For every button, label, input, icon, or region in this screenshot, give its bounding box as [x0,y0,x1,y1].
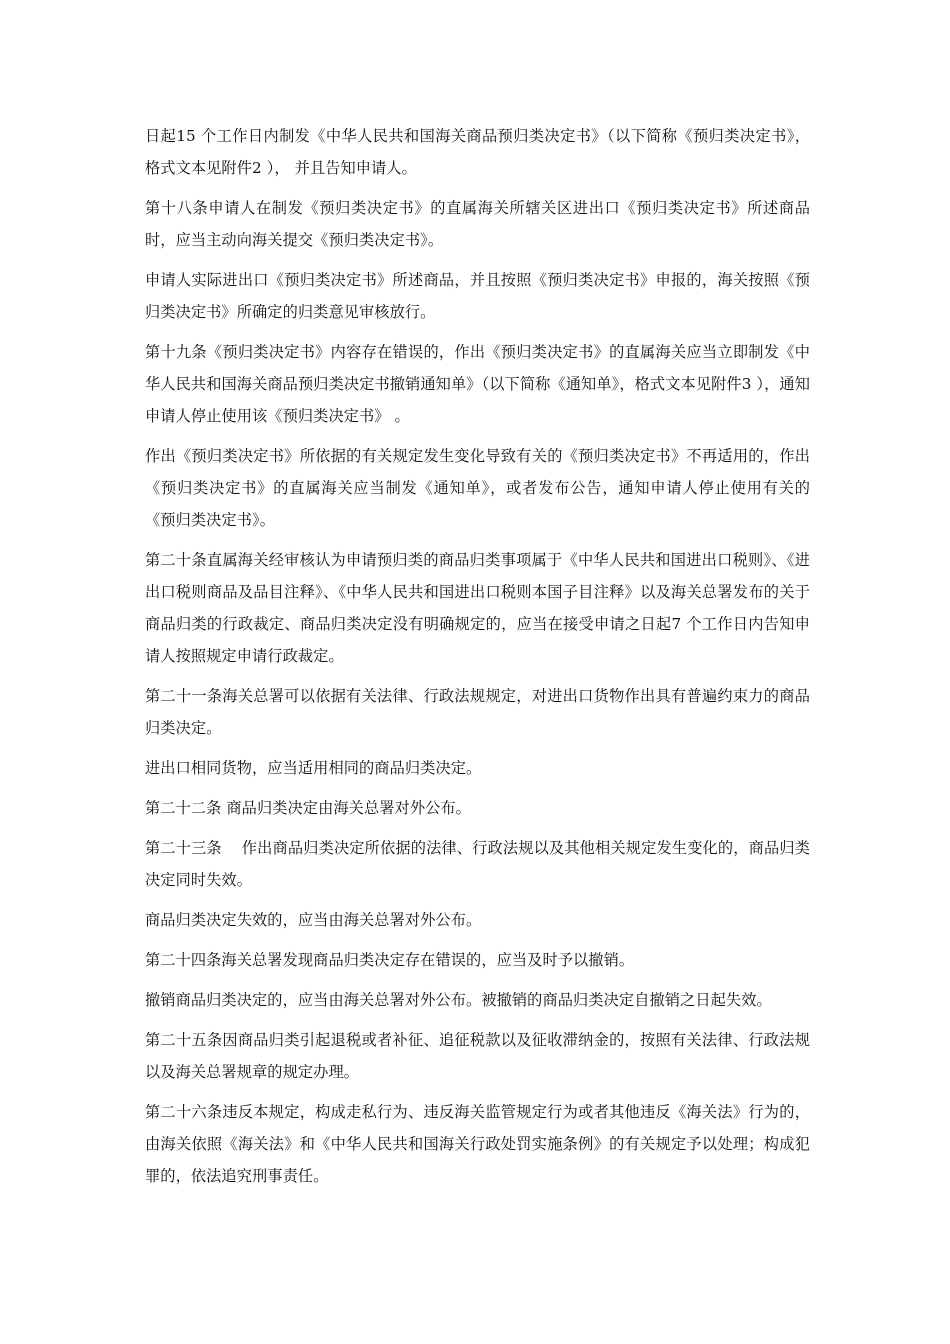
paragraph-article-19: 第十九条《预归类决定书》内容存在错误的，作出《预归类决定书》的直属海关应当立即制发《中华人民共和国海关商品预归类决定书撤销通知单》（以下简称《通知单》，格式文本见附件3 ），通知申请人停止使用该《预归类决定书》 。 [145,343,810,425]
paragraph-article-18: 第十八条申请人在制发《预归类决定书》的直属海关所辖关区进出口《预归类决定书》所述商品时，应当主动向海关提交《预归类决定书》。 [145,199,810,249]
paragraph-8: 进出口相同货物，应当适用相同的商品归类决定。 [145,759,482,777]
paragraph-1: 日起15 个工作日内制发《中华人民共和国海关商品预归类决定书》（以下简称《预归类决定书》，格式文本见附件2 ）， 并且告知申请人。 [145,127,810,177]
paragraph-article-20: 第二十条直属海关经审核认为申请预归类的商品归类事项属于《中华人民共和国进出口税则》、《进出口税则商品及品目注释》、《中华人民共和国进出口税则本国子目注释》以及海关总署发布的关于商品归类的行政裁定、商品归类决定没有明确规定的，应当在接受申请之日起7 个工作日内告知申请人按照规定申请行政裁定。 [145,551,810,665]
paragraph-article-26: 第二十六条违反本规定，构成走私行为、违反海关监管规定行为或者其他违反《海关法》行为的，由海关依照《海关法》和《中华人民共和国海关行政处罚实施条例》的有关规定予以处理；构成犯罪的，依法追究刑事责任。 [145,1103,810,1185]
paragraph-11: 商品归类决定失效的，应当由海关总署对外公布。 [145,911,482,929]
paragraph-5: 作出《预归类决定书》所依据的有关规定发生变化导致有关的《预归类决定书》不再适用的，作出《预归类决定书》的直属海关应当制发《通知单》，或者发布公告，通知申请人停止使用有关的《预归类决定书》。 [145,447,810,529]
paragraph-article-24: 第二十四条海关总署发现商品归类决定存在错误的，应当及时予以撤销。 [145,951,635,969]
paragraph-article-21: 第二十一条海关总署可以依据有关法律、行政法规规定，对进出口货物作出具有普遍约束力的商品归类决定。 [145,687,810,737]
paragraph-article-23: 第二十三条 作出商品归类决定所依据的法律、行政法规以及其他相关规定发生变化的，商品归类决定同时失效。 [145,839,810,889]
paragraph-13: 撤销商品归类决定的，应当由海关总署对外公布。被撤销的商品归类决定自撤销之日起失效。 [145,991,772,1009]
paragraph-article-22: 第二十二条 商品归类决定由海关总署对外公布。 [145,799,471,817]
paragraph-3: 申请人实际进出口《预归类决定书》所述商品，并且按照《预归类决定书》申报的，海关按照《预归类决定书》所确定的归类意见审核放行。 [145,271,810,321]
document-body [145,120,810,1200]
paragraph-article-25: 第二十五条因商品归类引起退税或者补征、追征税款以及征收滞纳金的，按照有关法律、行政法规以及海关总署规章的规定办理。 [145,1031,810,1081]
